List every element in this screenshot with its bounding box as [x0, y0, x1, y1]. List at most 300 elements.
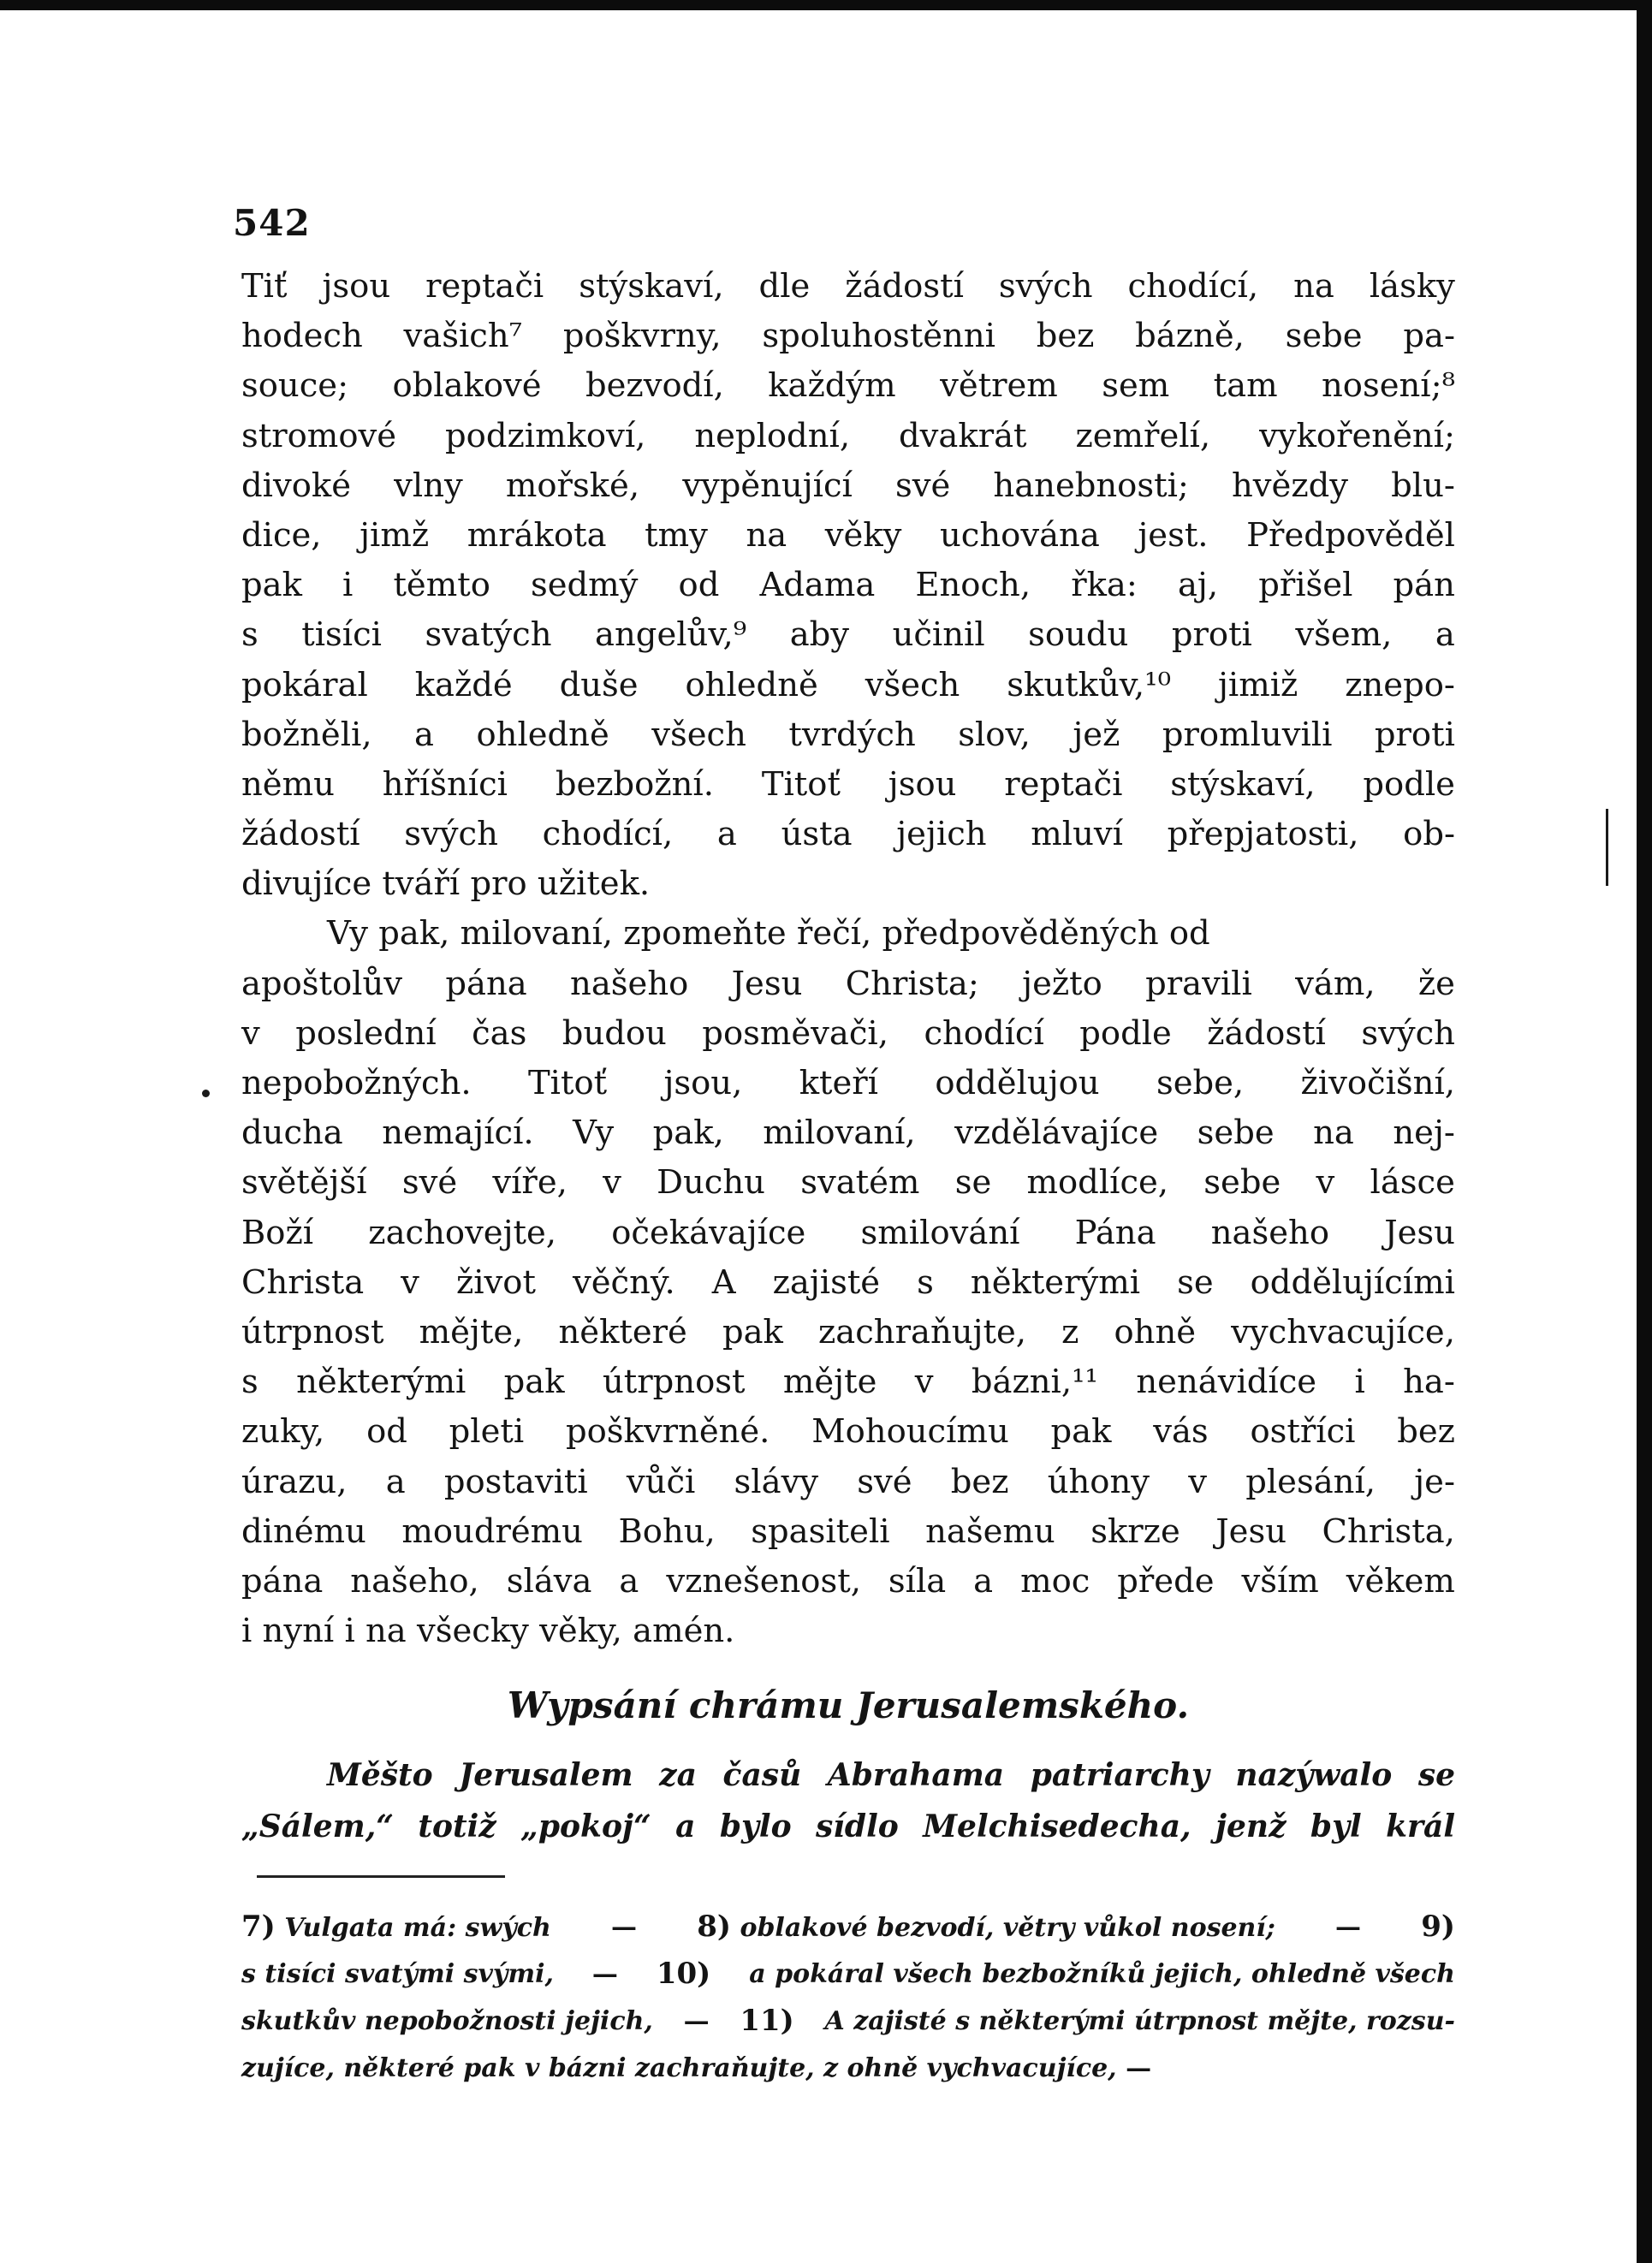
- scan-border-right: [1637, 0, 1652, 2263]
- word: božněli,: [241, 715, 372, 754]
- word: zachovejte,: [368, 1213, 557, 1252]
- body-line-14-text: Vy pak, milovaní, zpomeňte řečí, předpověděných od: [327, 914, 1210, 953]
- word: chodící: [924, 1013, 1044, 1053]
- body-line-11: [241, 760, 1455, 810]
- word: ob-: [1403, 815, 1455, 854]
- word: od: [678, 566, 720, 605]
- word: pak: [722, 1312, 783, 1351]
- word: sídlo: [815, 1809, 899, 1844]
- word: ježto: [1022, 964, 1102, 1003]
- word: na: [746, 515, 787, 555]
- word: pak,: [652, 1114, 724, 1153]
- word: vlny: [394, 466, 463, 505]
- word: všech: [651, 715, 746, 754]
- page-number: 542: [233, 202, 311, 244]
- word: s: [241, 615, 258, 655]
- word: posměvači,: [702, 1013, 888, 1053]
- footnote-rule: [257, 1875, 505, 1878]
- word: pleti: [449, 1412, 525, 1452]
- word: zuky,: [241, 1412, 325, 1452]
- word: pokáral: [241, 665, 368, 704]
- footnote-dash: —: [1126, 2053, 1152, 2083]
- word: spasiteli: [751, 1512, 890, 1551]
- word: Christa;: [845, 964, 979, 1003]
- word: poškvrněné.: [565, 1412, 770, 1452]
- word: vás: [1153, 1412, 1209, 1452]
- footnote-11-number: 11): [740, 2004, 794, 2038]
- word: Jerusalem: [459, 1757, 633, 1793]
- word: sebe,: [1156, 1064, 1245, 1102]
- word: tisíci: [301, 615, 382, 655]
- word: vznešenost,: [666, 1561, 861, 1601]
- word: dice,: [241, 515, 322, 555]
- word: uchována: [939, 515, 1100, 555]
- word: a: [619, 1561, 639, 1601]
- word: jsou: [322, 267, 391, 306]
- word: přišel: [1258, 566, 1353, 605]
- word: z: [1061, 1312, 1079, 1351]
- word: divoké: [241, 466, 352, 505]
- body-line-13: divujíce tváří pro užitek.: [241, 864, 651, 904]
- section-heading: Wypsání chrámu Jerusalemského.: [507, 1684, 1190, 1726]
- word: své: [401, 1163, 458, 1203]
- footnote-10-text: a pokáral všech bezbožníků jejich, ohledně všech: [749, 1959, 1455, 1989]
- word: svatých: [425, 615, 552, 655]
- word: vychvacujíce,: [1231, 1312, 1455, 1351]
- body-line-19: [241, 1158, 1455, 1208]
- word: Titoť: [527, 1064, 608, 1102]
- word: podzimkoví,: [445, 416, 646, 455]
- word: úrazu,: [241, 1462, 348, 1501]
- word: znepo-: [1345, 665, 1455, 704]
- word: totiž: [418, 1809, 496, 1844]
- word: že: [1417, 964, 1455, 1003]
- word: byl: [1310, 1809, 1362, 1844]
- word: tmy: [645, 515, 708, 555]
- word: těmto: [393, 566, 490, 605]
- word: pa-: [1403, 317, 1455, 356]
- word: nenávidíce: [1136, 1363, 1317, 1402]
- word: plesání,: [1245, 1462, 1376, 1501]
- word: bylo: [719, 1809, 792, 1844]
- footnote-7-text: Vulgata má: swých: [284, 1913, 551, 1943]
- word: život: [455, 1262, 536, 1302]
- word: mějte: [782, 1363, 877, 1402]
- word: Adama: [759, 566, 876, 605]
- word: a: [716, 815, 737, 854]
- word: vykořenění;: [1259, 416, 1455, 455]
- word: úhony: [1047, 1462, 1150, 1501]
- word: postaviti: [443, 1462, 588, 1501]
- word: Bohu,: [618, 1512, 716, 1551]
- word: bez: [950, 1462, 1009, 1501]
- word: i: [1354, 1363, 1365, 1402]
- word: nepobožných.: [241, 1064, 472, 1102]
- word: větrem: [940, 366, 1058, 406]
- word: oddělujícími: [1250, 1262, 1455, 1302]
- body-line-3: [241, 361, 1455, 411]
- word: neplodní,: [694, 416, 851, 455]
- word: za: [659, 1757, 697, 1793]
- word: stýskaví,: [579, 267, 724, 306]
- word: Christa: [241, 1262, 365, 1302]
- body-line-25: [241, 1458, 1455, 1507]
- word: nej-: [1393, 1114, 1455, 1153]
- word: věky: [824, 515, 902, 555]
- word: „Sálem,“: [241, 1809, 394, 1844]
- word: tvrdých: [788, 715, 916, 754]
- word: patriarchy: [1030, 1757, 1209, 1793]
- body-line-27: [241, 1557, 1455, 1607]
- word: sláva: [506, 1561, 592, 1601]
- word: v: [914, 1363, 934, 1402]
- word: spoluhostěnni: [762, 317, 995, 356]
- word: v: [603, 1163, 621, 1203]
- word: vším: [1241, 1561, 1319, 1601]
- word: slávy: [734, 1462, 819, 1501]
- word: vašich⁷: [403, 317, 523, 356]
- word: poškvrny,: [562, 317, 722, 356]
- word: aj,: [1177, 566, 1219, 605]
- word: Abrahama: [827, 1757, 1005, 1793]
- word: proti: [1171, 615, 1252, 655]
- word: bezvodí,: [585, 366, 724, 406]
- word: dle: [758, 267, 811, 306]
- word: živočišní,: [1300, 1064, 1455, 1102]
- body-line-4: [241, 412, 1455, 461]
- word: moudrému: [401, 1512, 583, 1551]
- word: našeho: [1210, 1213, 1329, 1252]
- word: Jesu: [1384, 1213, 1455, 1252]
- word: Mohoucímu: [811, 1412, 1009, 1452]
- word: zachraňujte,: [818, 1312, 1026, 1351]
- body-text: [241, 262, 1455, 1656]
- word: angelův,⁹: [595, 615, 747, 655]
- word: všem,: [1295, 615, 1393, 655]
- fraktur-line-1: [241, 1749, 1455, 1801]
- word: ducha: [241, 1114, 343, 1153]
- word: pána: [445, 964, 527, 1003]
- word: reptači: [1004, 764, 1123, 804]
- word: učinil: [892, 615, 985, 655]
- word: ohledně: [685, 665, 818, 704]
- body-line-2: [241, 312, 1455, 361]
- footnote-line-1: [241, 1904, 1455, 1951]
- body-line-6: [241, 511, 1455, 561]
- word: našeho: [570, 964, 689, 1003]
- word: král: [1386, 1809, 1455, 1844]
- word: přede: [1117, 1561, 1215, 1601]
- word: podle: [1363, 764, 1455, 804]
- word: na: [1293, 267, 1334, 306]
- footnote-dash: —: [591, 1959, 618, 1989]
- word: mořské,: [505, 466, 640, 505]
- word: a: [675, 1809, 696, 1844]
- word: bázni,¹¹: [971, 1363, 1098, 1402]
- word: souce;: [241, 366, 349, 406]
- word: v: [241, 1013, 260, 1053]
- word: každé: [414, 665, 513, 704]
- word: pak: [241, 566, 302, 605]
- footnote-11-text-cont: zujíce, některé pak v bázni zachraňujte, z ohně vychvacujíce,: [241, 2053, 1117, 2083]
- word: hanebnosti;: [993, 466, 1189, 505]
- word: očekávajíce: [611, 1213, 806, 1252]
- word: a: [414, 715, 434, 754]
- fraktur-line-2: [241, 1801, 1455, 1852]
- word: oddělujou: [935, 1064, 1100, 1102]
- word: ústa: [781, 815, 853, 854]
- word: nosení;⁸: [1321, 366, 1455, 406]
- word: sem: [1102, 366, 1170, 406]
- word: jejich: [896, 815, 987, 854]
- word: Christa,: [1322, 1512, 1455, 1551]
- word: jest.: [1138, 515, 1209, 555]
- word: hodech: [241, 317, 363, 356]
- word: přepjatosti,: [1167, 815, 1359, 854]
- word: bezbožní.: [555, 764, 714, 804]
- footnote-11-text: A zajisté s některými útrpnost mějte, rozsu-: [824, 2006, 1455, 2036]
- word: bez: [1036, 317, 1095, 356]
- word: kteří: [799, 1064, 878, 1102]
- footnote-8-text: oblakové bezvodí, větry vůkol nosení;: [740, 1913, 1275, 1943]
- footnote-line-2: [241, 1951, 1455, 1998]
- body-line-21: [241, 1258, 1455, 1308]
- word: slov,: [958, 715, 1031, 754]
- word: ostříci: [1250, 1412, 1356, 1452]
- word: víře,: [492, 1163, 568, 1203]
- word: svých: [404, 815, 498, 854]
- word: pak: [503, 1363, 565, 1402]
- word: zemřelí,: [1075, 416, 1211, 455]
- body-line-17: [241, 1059, 1455, 1108]
- body-line-1: [241, 262, 1455, 312]
- footnote-8-number: 8): [697, 1910, 731, 1944]
- scan-border-top: [0, 0, 1652, 10]
- word: řka:: [1071, 566, 1138, 605]
- word: se: [1177, 1262, 1214, 1302]
- word: smilování: [860, 1213, 1020, 1252]
- body-line-9: [241, 661, 1455, 710]
- word: ohně: [1114, 1312, 1197, 1351]
- body-line-10: [241, 710, 1455, 760]
- word: aby: [789, 615, 850, 655]
- word: pak: [1050, 1412, 1112, 1452]
- word: apoštolův: [241, 964, 403, 1003]
- word: modlíce,: [1026, 1163, 1169, 1203]
- footnote-9-number: 9): [1421, 1910, 1455, 1944]
- word: bázně,: [1135, 317, 1245, 356]
- word: v: [1316, 1163, 1335, 1203]
- word: Tiť: [241, 267, 288, 306]
- body-line-28: i nyní i na všecky věky, amén.: [241, 1612, 735, 1651]
- word: Předpověděl: [1246, 515, 1455, 555]
- body-line-26: [241, 1507, 1455, 1557]
- word: světější: [241, 1163, 367, 1203]
- word: A: [711, 1262, 736, 1302]
- word: Duchu: [657, 1163, 765, 1203]
- word: svých: [998, 267, 1093, 306]
- word: nazýwalo: [1235, 1757, 1393, 1793]
- word: všech: [865, 665, 960, 704]
- word: ohledně: [476, 715, 609, 754]
- word: stromové: [241, 416, 397, 455]
- word: budou: [562, 1013, 667, 1053]
- footnote-7-number: 7): [241, 1910, 276, 1944]
- word: lásky: [1369, 267, 1455, 306]
- word: čas: [472, 1013, 527, 1053]
- word: bez: [1397, 1412, 1455, 1452]
- word: němu: [241, 764, 335, 804]
- word: sedmý: [530, 566, 639, 605]
- word: jež: [1073, 715, 1120, 754]
- word: tam: [1213, 366, 1278, 406]
- word: své: [894, 466, 951, 505]
- footnote-8: [697, 1904, 1275, 1951]
- word: jsou: [888, 764, 957, 804]
- word: Jesu: [731, 964, 803, 1003]
- word: některé: [558, 1312, 687, 1351]
- word: se: [954, 1163, 992, 1203]
- body-line-7: [241, 561, 1455, 610]
- body-line-16: [241, 1009, 1455, 1059]
- word: mějte,: [419, 1312, 524, 1351]
- word: Enoch,: [915, 566, 1031, 605]
- word: a: [1435, 615, 1455, 655]
- body-line-8: [241, 610, 1455, 660]
- body-line-23: [241, 1357, 1455, 1407]
- footnote-7: [241, 1904, 551, 1951]
- footnote-dash: —: [611, 1912, 638, 1942]
- word: soudu: [1028, 615, 1129, 655]
- word: moc: [1020, 1561, 1090, 1601]
- footnotes: [241, 1904, 1455, 2092]
- footnote-line-3: [241, 1998, 1455, 2045]
- word: jsou,: [663, 1064, 743, 1102]
- word: pán: [1393, 566, 1455, 605]
- word: chodící,: [542, 815, 674, 854]
- word: a: [973, 1561, 994, 1601]
- word: vám,: [1295, 964, 1376, 1003]
- word: sebe: [1285, 317, 1363, 356]
- word: v: [401, 1262, 419, 1302]
- word: našemu: [925, 1512, 1055, 1551]
- word: podle: [1079, 1013, 1172, 1053]
- fraktur-paragraph: [241, 1749, 1455, 1852]
- word: dvakrát: [899, 416, 1027, 455]
- word: v: [1188, 1462, 1207, 1501]
- word: žádostí: [241, 815, 360, 854]
- word: Měšto: [327, 1757, 433, 1793]
- word: s: [241, 1363, 258, 1402]
- word: Titoť: [761, 764, 841, 804]
- word: duše: [559, 665, 639, 704]
- word: žádostí: [1207, 1013, 1326, 1053]
- word: žádostí: [845, 267, 964, 306]
- word: útrpnost: [602, 1363, 746, 1402]
- body-line-5: [241, 461, 1455, 511]
- word: je-: [1414, 1462, 1455, 1501]
- word: reptači: [425, 267, 544, 306]
- word: Boží: [241, 1213, 314, 1252]
- word: skutkův,¹⁰: [1007, 665, 1172, 704]
- word: nemající.: [382, 1114, 534, 1153]
- footnote-dash: —: [683, 2006, 710, 2036]
- word: promluvili: [1162, 715, 1333, 754]
- word: našeho,: [350, 1561, 479, 1601]
- word: dinému: [241, 1512, 366, 1551]
- footnote-line-4: [241, 2045, 1455, 2092]
- word: na: [1313, 1114, 1354, 1153]
- word: své: [857, 1462, 912, 1501]
- word: každým: [768, 366, 896, 406]
- word: Pána: [1074, 1213, 1156, 1252]
- word: poslední: [295, 1013, 437, 1053]
- word: i: [342, 566, 354, 605]
- body-line-12: [241, 810, 1455, 859]
- word: věkem: [1346, 1561, 1455, 1601]
- word: skrze: [1090, 1512, 1180, 1551]
- word: a: [385, 1462, 406, 1501]
- body-line-20: [241, 1209, 1455, 1258]
- word: vypěnující: [682, 466, 853, 505]
- word: mrákota: [466, 515, 607, 555]
- word: ha-: [1403, 1363, 1455, 1402]
- word: svatém: [800, 1163, 920, 1203]
- body-line-14: [241, 909, 1455, 959]
- word: svých: [1361, 1013, 1455, 1053]
- word: stýskaví,: [1170, 764, 1316, 804]
- word: zajisté: [772, 1262, 881, 1302]
- word: jimž: [360, 515, 430, 555]
- word: pána: [241, 1561, 324, 1601]
- word: vůči: [626, 1462, 696, 1501]
- word: věčný.: [572, 1262, 675, 1302]
- body-line-15: [241, 959, 1455, 1009]
- word: některými: [970, 1262, 1141, 1302]
- word: síla: [888, 1561, 947, 1601]
- word: s: [917, 1262, 934, 1302]
- word: milovaní,: [763, 1114, 916, 1153]
- word: mluví: [1031, 815, 1123, 854]
- word: chodící,: [1127, 267, 1259, 306]
- word: Melchisedecha,: [923, 1809, 1191, 1844]
- margin-mark: [1606, 809, 1608, 886]
- word: lásce: [1370, 1163, 1455, 1203]
- body-line-18: [241, 1108, 1455, 1158]
- footnote-9-text: s tisíci svatými svými,: [241, 1959, 554, 1989]
- margin-dot: [202, 1090, 210, 1097]
- word: vzdělávajíce: [954, 1114, 1159, 1153]
- word: proti: [1374, 715, 1455, 754]
- word: útrpnost: [241, 1312, 384, 1351]
- body-line-24: [241, 1407, 1455, 1457]
- word: od: [366, 1412, 407, 1452]
- word: pravili: [1145, 964, 1252, 1003]
- word: jimiž: [1217, 665, 1298, 704]
- word: sebe: [1197, 1114, 1275, 1153]
- word: blu-: [1391, 466, 1455, 505]
- word: některými: [296, 1363, 466, 1402]
- word: hvězdy: [1232, 466, 1349, 505]
- word: sebe: [1203, 1163, 1281, 1203]
- footnote-10-number: 10): [656, 1957, 711, 1991]
- footnote-10-text-cont: skutkův nepobožnosti jejich,: [241, 2006, 653, 2036]
- word: časů: [722, 1757, 802, 1793]
- body-line-22: [241, 1308, 1455, 1357]
- word: Jesu: [1215, 1512, 1287, 1551]
- word: oblakové: [392, 366, 542, 406]
- word: Vy: [573, 1114, 615, 1153]
